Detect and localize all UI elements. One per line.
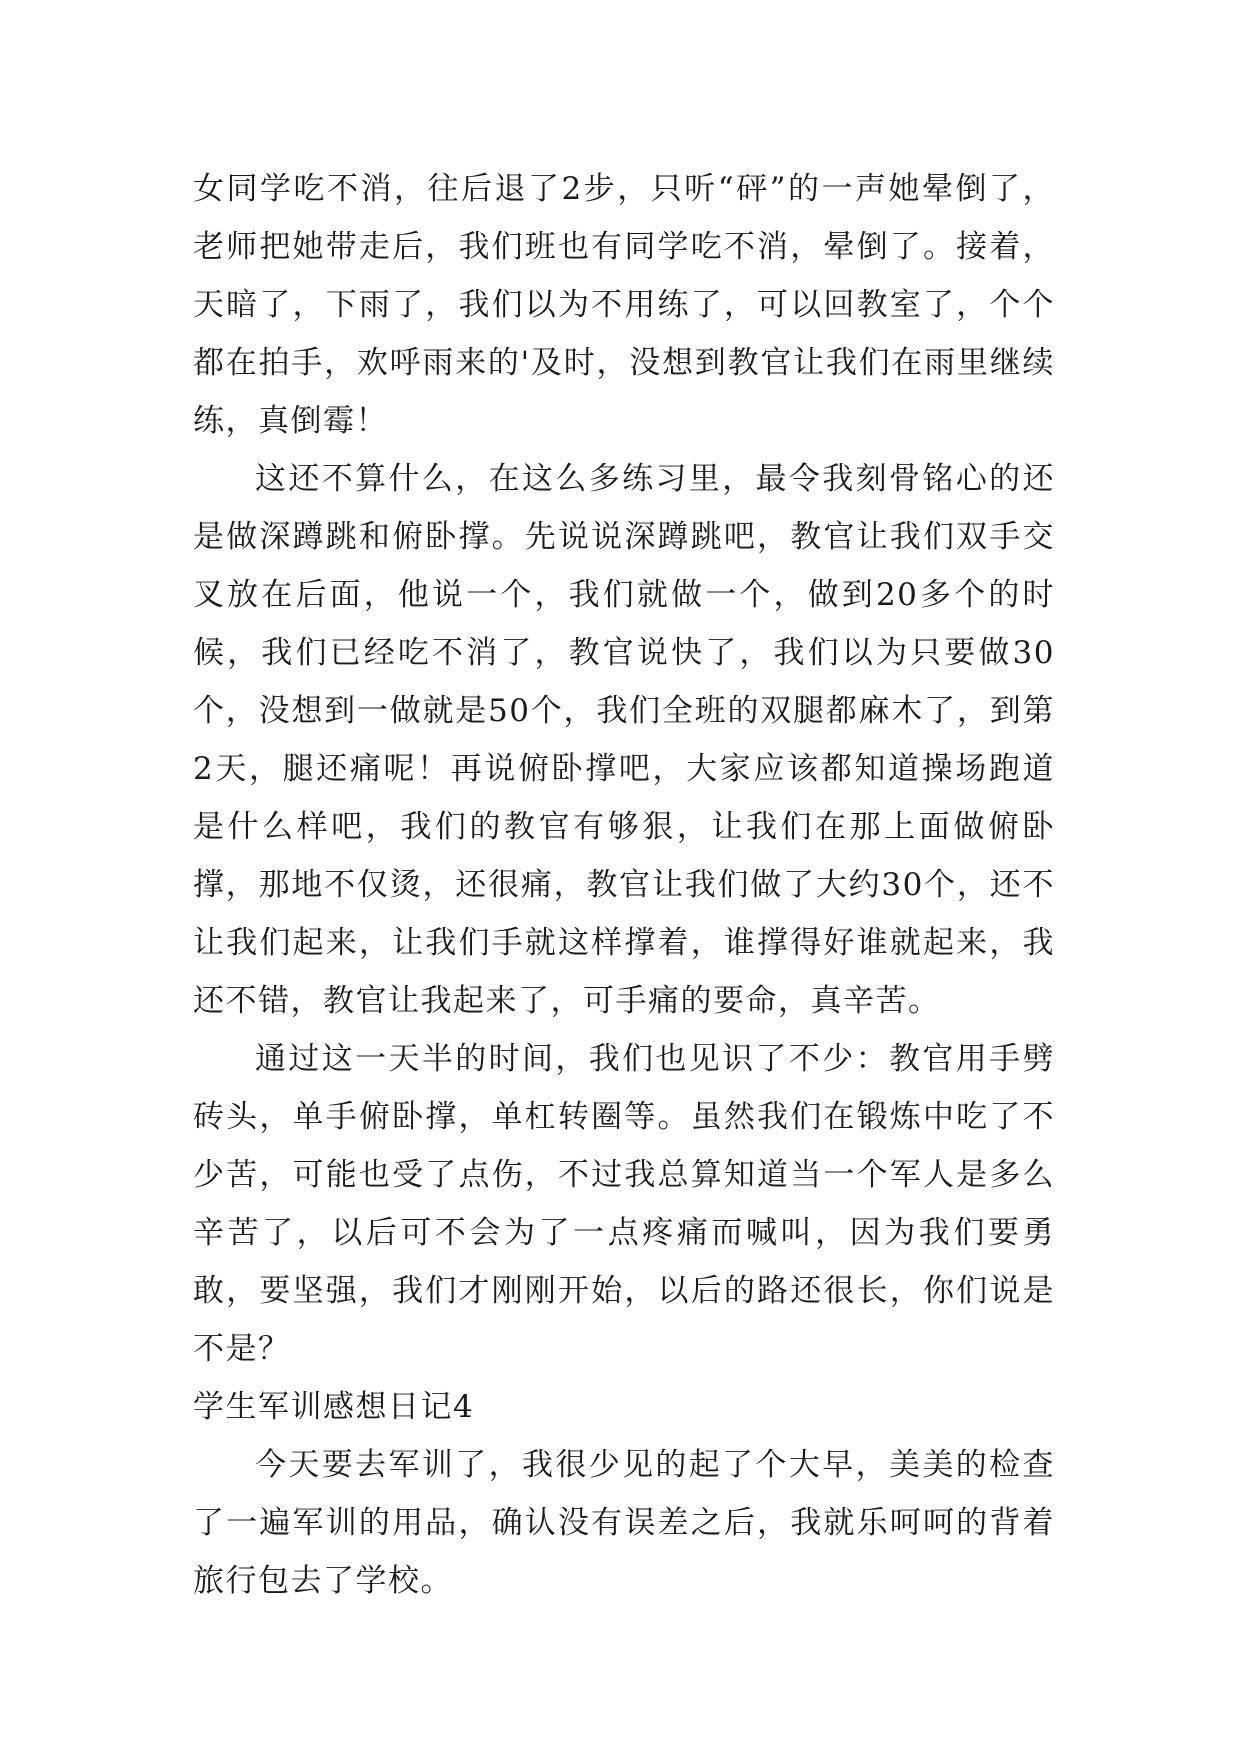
document-body (193, 160, 1055, 1610)
paragraph-1: 女同学吃不消，往后退了2步，只听“砰”的一声她晕倒了，老师把她带走后，我们班也有同学吃不消，晕倒了。接着，天暗了，下雨了，我们以为不用练了，可以回教室了，个个都在拍手，欢呼雨来的'及时，没想到教官让我们在雨里继续练，真倒霉！ (193, 171, 1055, 439)
paragraph-2: 这还不算什么，在这么多练习里，最令我刻骨铭心的还是做深蹲跳和俯卧撑。先说说深蹲跳吧，教官让我们双手交叉放在后面，他说一个，我们就做一个，做到20多个的时候，我们已经吃不消了，教官说快了，我们以为只要做30个，没想到一做就是50个，我们全班的双腿都麻木了，到第2天，腿还痛呢！再说俯卧撑吧，大家应该都知道操场跑道是什么样吧，我们的教官有够狠，让我们在那上面做俯卧撑，那地不仅烫，还很痛，教官让我们做了大约30个，还不让我们起来，让我们手就这样撑着，谁撑得好谁就起来，我还不错，教官让我起来了，可手痛的要命，真辛苦。 (193, 461, 1055, 1019)
paragraph-4: 今天要去军训了，我很少见的起了个大早，美美的检查了一遍军训的用品，确认没有误差之后，我就乐呵呵的背着旅行包去了学校。 (193, 1447, 1055, 1599)
paragraph-3: 通过这一天半的时间，我们也见识了不少：教官用手劈砖头，单手俯卧撑，单杠转圈等。虽然我们在锻炼中吃了不少苦，可能也受了点伤，不过我总算知道当一个军人是多么辛苦了，以后可不会为了一点疼痛而喊叫，因为我们要勇敢，要坚强，我们才刚刚开始，以后的路还很长，你们说是不是？ (193, 1041, 1055, 1367)
section-heading: 学生军训感想日记4 (193, 1389, 475, 1425)
